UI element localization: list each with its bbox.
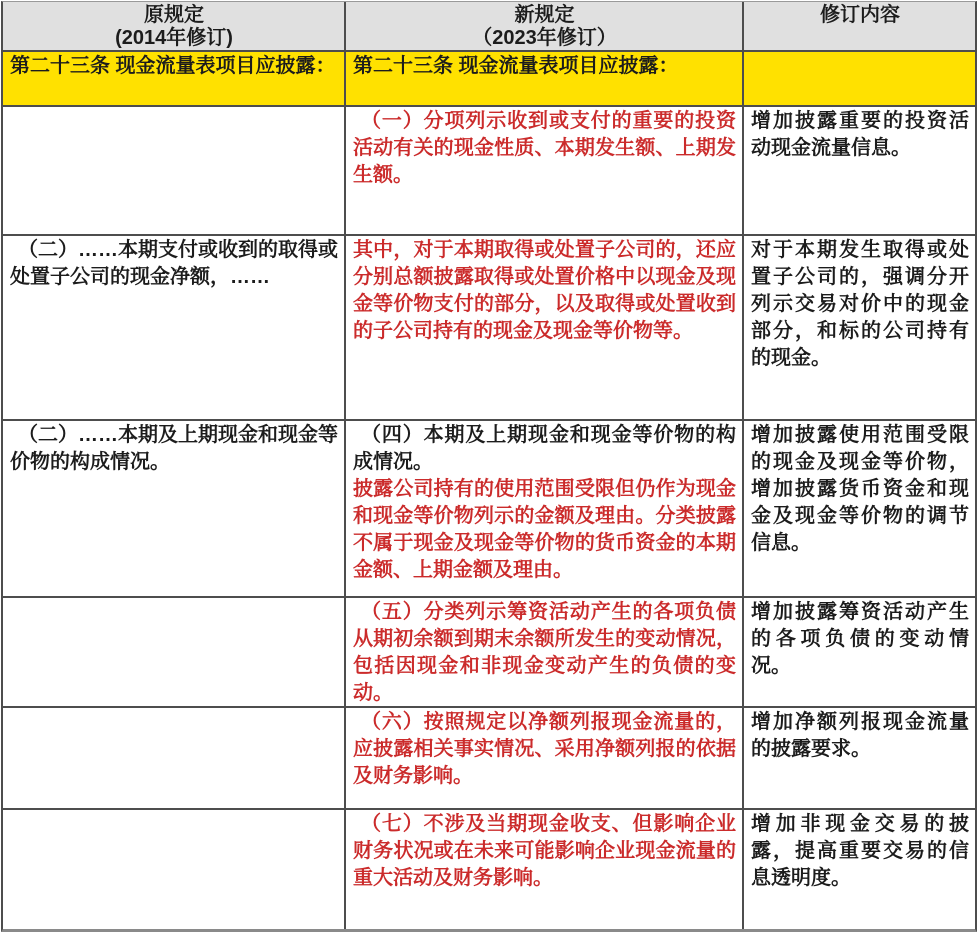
old-regulation-cell: [3, 598, 344, 706]
regulation-comparison-table: [1, 1, 977, 932]
revision-note-cell: [742, 708, 975, 808]
old-regulation-cell: [3, 421, 344, 596]
header-new-title: 新规定: [514, 4, 575, 26]
table-row-item-1: [3, 105, 975, 234]
new-text-added: 其中，对于本期取得或处置子公司的，还应分别总额披露取得或处置价格中以现金及现金等价物支付的部分，以及取得或处置收到的子公司持有的现金及现金等价物等。: [353, 239, 736, 342]
table-row-item-2: [3, 234, 975, 419]
highlight-old-cell: [3, 52, 344, 105]
new-text-added: （五）分类列示筹资活动产生的各项负债从期初余额到期末余额所发生的变动情况，包括因现金和非现金变动产生的负债的变动。: [353, 601, 736, 704]
revision-note-cell: [742, 107, 975, 234]
table-header-row: [3, 2, 975, 50]
highlight-new-text: 第二十三条 现金流量表项目应披露：: [353, 55, 679, 77]
note-text: 对于本期发生取得或处置子公司的，强调分开列示交易对价中的现金部分，和标的公司持有的现金。: [751, 239, 969, 369]
old-regulation-cell: [3, 810, 344, 929]
new-regulation-cell: [344, 598, 742, 706]
table-row-item-7: [3, 808, 975, 929]
note-text: 增加披露重要的投资活动现金流量信息。: [751, 110, 969, 159]
table-row-item-5: [3, 596, 975, 706]
new-regulation-cell: [344, 236, 742, 419]
header-old-regulation: [3, 2, 344, 50]
old-regulation-cell: [3, 236, 344, 419]
header-new-revision-year: （2023年修订）: [472, 27, 617, 49]
header-new-regulation: [344, 2, 742, 50]
table-row-item-4: [3, 419, 975, 596]
header-old-revision-year: (2014年修订): [115, 27, 233, 49]
table-row-item-6: [3, 706, 975, 808]
new-text-added: （七）不涉及当期现金收支、但影响企业财务状况或在未来可能影响企业现金流量的重大活动及财务影响。: [353, 813, 736, 889]
header-note-title: 修订内容: [820, 4, 900, 26]
old-text: （二）……本期支付或收到的取得或处置子公司的现金净额，……: [10, 239, 338, 288]
note-text: 增加披露筹资活动产生的各项负债的变动情况。: [751, 601, 969, 677]
highlight-old-text: 第二十三条 现金流量表项目应披露：: [10, 55, 336, 77]
highlight-new-cell: [344, 52, 742, 105]
revision-note-cell: [742, 598, 975, 706]
new-regulation-cell: [344, 107, 742, 234]
note-text: 增加净额列报现金流量的披露要求。: [751, 711, 969, 760]
new-text-unchanged: （四）本期及上期现金和现金等价物的构成情况。: [353, 424, 736, 473]
note-text: 增加非现金交易的披露，提高重要交易的信息透明度。: [751, 813, 969, 889]
note-text: 增加披露使用范围受限的现金及现金等价物，增加披露货币资金和现金及现金等价物的调节信息。: [751, 424, 969, 554]
old-regulation-cell: [3, 708, 344, 808]
article-23-highlight-row: [3, 50, 975, 105]
highlight-note-cell: [742, 52, 975, 105]
new-regulation-cell: [344, 421, 742, 596]
new-regulation-cell: [344, 708, 742, 808]
header-old-title: 原规定: [144, 4, 204, 26]
new-regulation-cell: [344, 810, 742, 929]
new-text-added: （一）分项列示收到或支付的重要的投资活动有关的现金性质、本期发生额、上期发生额。: [353, 110, 736, 186]
header-revision-content: [742, 2, 975, 50]
new-text-added: （六）按照规定以净额列报现金流量的，应披露相关事实情况、采用净额列报的依据及财务影响。: [353, 711, 736, 787]
revision-note-cell: [742, 421, 975, 596]
new-text-added: 披露公司持有的使用范围受限但仍作为现金和现金等价物列示的金额及理由。分类披露不属于现金及现金等价物的货币资金的本期金额、上期金额及理由。: [353, 478, 736, 581]
revision-note-cell: [742, 810, 975, 929]
revision-note-cell: [742, 236, 975, 419]
old-regulation-cell: [3, 107, 344, 234]
old-text: （二）……本期及上期现金和现金等价物的构成情况。: [10, 424, 338, 473]
